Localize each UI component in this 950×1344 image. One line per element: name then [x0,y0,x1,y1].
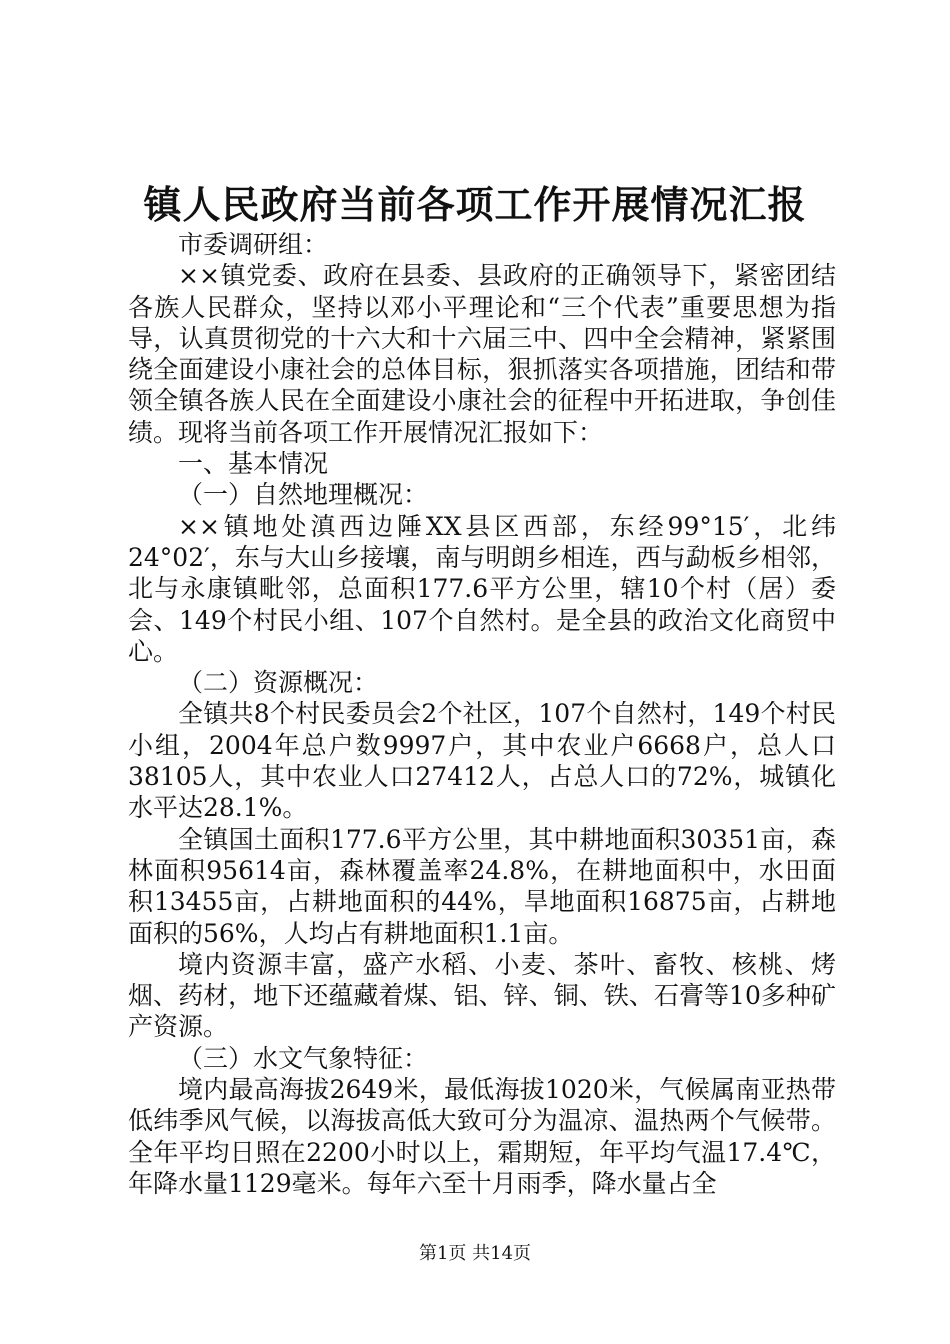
body-paragraph: ××镇地处滇西边陲XX县区西部，东经99°15′，北纬24°02′，东与大山乡接壤，南与明朗乡相连，西与勐板乡相邻，北与永康镇毗邻，总面积177.6平方公里，辖10个村（居）委会、149个村民小组、107个自然村。是全县的政治文化商贸中心。 [128,511,836,666]
document-title: 镇人民政府当前各项工作开展情况汇报 [143,182,807,227]
subsection-heading: （一）自然地理概况： [178,480,429,510]
page-number-footer: 第1页 共14页 [418,1243,532,1264]
document-body [128,229,836,1199]
section-heading: 一、基本情况 [178,449,329,479]
body-paragraph: 境内最高海拔2649米，最低海拔1020米，气候属南亚热带低纬季风气候，以海拔高低大致可分为温凉、温热两个气候带。全年平均日照在2200小时以上，霜期短，年平均气温17.4℃，年降水量1129毫米。每年六至十月雨季，降水量占全 [128,1075,836,1198]
body-paragraph: 全镇共8个村民委员会2个社区，107个自然村，149个村民小组，2004年总户数9997户，其中农业户6668户，总人口38105人，其中农业人口27412人，占总人口的72%，城镇化水平达28.1%。 [128,699,836,823]
body-paragraph: 境内资源丰富，盛产水稻、小麦、茶叶、畜牧、核桃、烤烟、药材，地下还蕴藏着煤、铝、锌、铜、铁、石膏等10多种矿产资源。 [128,949,836,1042]
salutation: 市委调研组： [178,230,329,259]
body-paragraph: 全镇国土面积177.6平方公里，其中耕地面积30351亩，森林面积95614亩，森林覆盖率24.8%，在耕地面积中，水田面积13455亩，占耕地面积的44%，旱地面积16875亩，占耕地面积的56%，人均占有耕地面积1.1亩。 [128,824,836,948]
intro-paragraph: ××镇党委、政府在县委、县政府的正确领导下，紧密团结各族人民群众，坚持以邓小平理论和“三个代表”重要思想为指导，认真贯彻党的十六大和十六届三中、四中全会精神，紧紧围绕全面建设小康社会的总体目标，狠抓落实各项措施，团结和带领全镇各族人民在全面建设小康社会的征程中开拓进取，争创佳绩。现将当前各项工作开展情况汇报如下： [128,261,836,447]
subsection-heading: （三）水文气象特征： [178,1043,429,1073]
subsection-heading: （二）资源概况： [178,668,379,698]
